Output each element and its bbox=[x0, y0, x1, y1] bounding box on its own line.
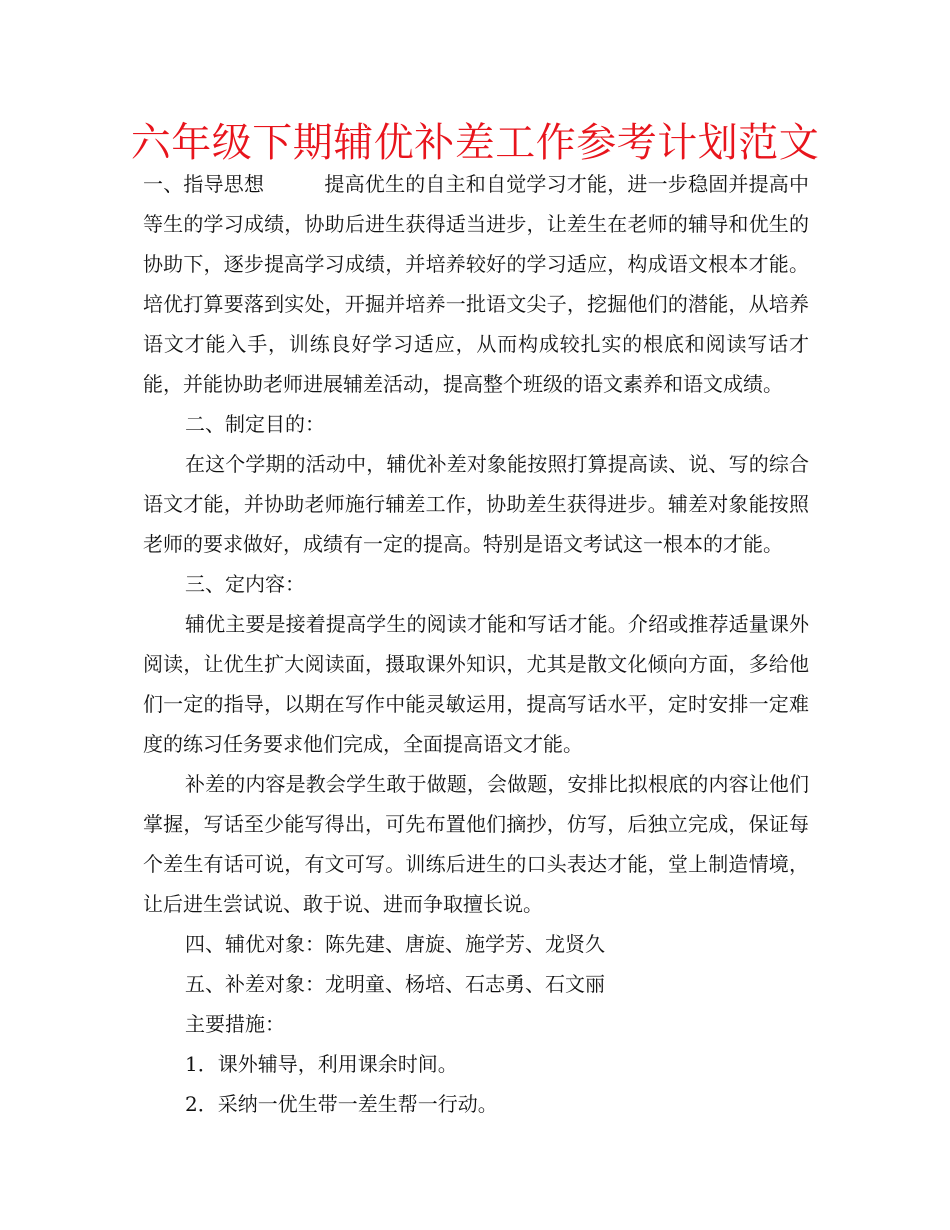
document-body bbox=[143, 164, 809, 1124]
section-guiding-ideology bbox=[143, 164, 809, 404]
section3-heading: 三、定内容： bbox=[185, 572, 305, 596]
section3-body-remedial: 补差的内容是教会学生敢于做题，会做题，安排比拟根底的内容让他们掌握，写话至少能写得出，可先布置他们摘抄，仿写，后独立完成，保证每个差生有话可说，有文可写。训练后进生的口头表达才能，堂上制造情境，让后进生尝试说、敢于说、进而争取擅长说。 bbox=[143, 772, 809, 916]
section1-body: 提高优生的自主和自觉学习才能，进一步稳固并提高中等生的学习成绩，协助后进生获得适当进步，让差生在老师的辅导和优生的协助下，逐步提高学习成绩，并培养较好的学习适应，构成语文根本才能。培优打算要落到实处，开掘并培养一批语文尖子，挖掘他们的潜能，从培养语文才能入手，训练良好学习适应，从而构成较扎实的根底和阅读写话才能，并能协助老师进展辅差活动，提高整个班级的语文素养和语文成绩。 bbox=[143, 172, 810, 396]
document-title: 六年级下期辅优补差工作参考计划范文 bbox=[130, 120, 820, 166]
section2-body: 在这个学期的活动中，辅优补差对象能按照打算提高读、说、写的综合语文才能，并协助老师施行辅差工作，协助差生获得进步。辅差对象能按照老师的要求做好，成绩有一定的提高。特别是语文考试这一根本的才能。 bbox=[143, 452, 809, 556]
measures-heading: 主要措施： bbox=[185, 1012, 285, 1036]
section1-heading: 一、指导思想 bbox=[143, 172, 265, 196]
measure-item: 1．课外辅导，利用课余时间。 bbox=[185, 1052, 458, 1076]
measure-item: 2．采纳一优生带一差生帮一行动。 bbox=[185, 1092, 498, 1116]
section4-advanced-students: 四、辅优对象：陈先建、唐旋、施学芳、龙贤久 bbox=[185, 932, 605, 956]
section3-body-advanced: 辅优主要是接着提高学生的阅读才能和写话才能。介绍或推荐适量课外阅读，让优生扩大阅读面，摄取课外知识，尤其是散文化倾向方面，多给他们一定的指导，以期在写作中能灵敏运用，提高写话水平，定时安排一定难度的练习任务要求他们完成，全面提高语文才能。 bbox=[143, 612, 809, 756]
section5-remedial-students: 五、补差对象：龙明童、杨培、石志勇、石文丽 bbox=[185, 972, 605, 996]
section2-heading: 二、制定目的： bbox=[185, 412, 325, 436]
